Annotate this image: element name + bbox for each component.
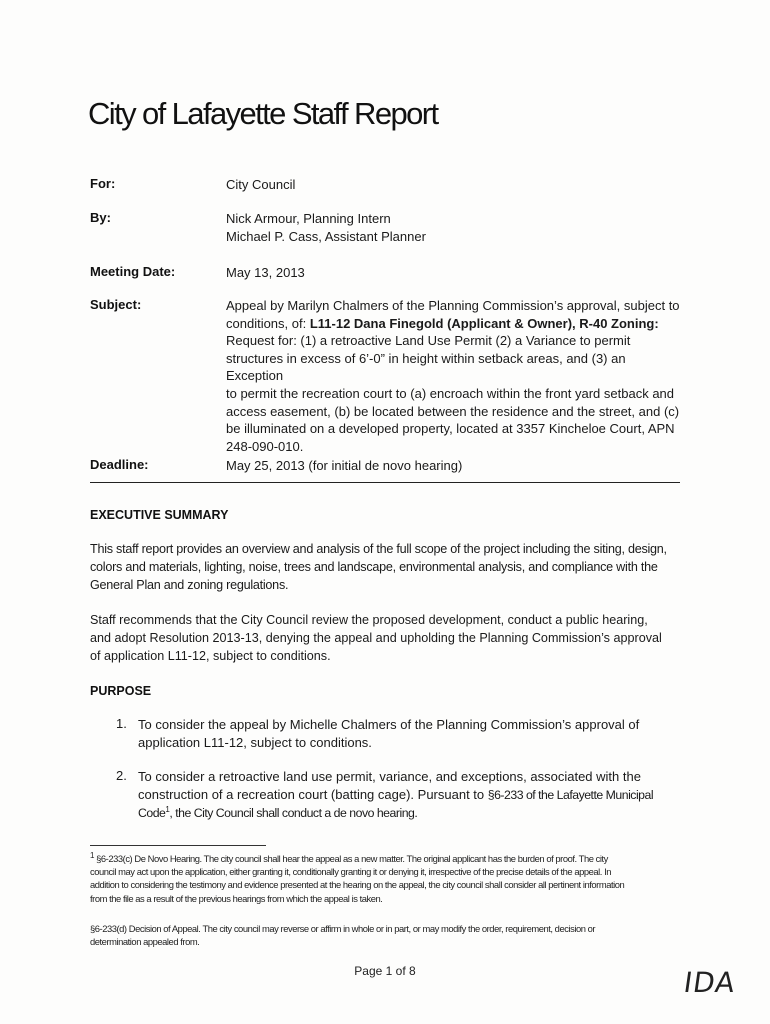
footnote-paragraph-1	[90, 852, 680, 905]
by-label: By:	[90, 210, 111, 225]
summary-p2-line-3: of application L11-12, subject to conditions.	[90, 649, 331, 663]
footnote-line-1-text: §6-233(c) De Novo Hearing. The city council shall hear the appeal as a new matter. The original applicant has the burden of proof. The city	[94, 853, 608, 864]
meeting-date-value: May 13, 2013	[226, 265, 305, 280]
deadline-label: Deadline:	[90, 457, 149, 472]
executive-summary-heading: EXECUTIVE SUMMARY	[90, 508, 229, 522]
for-value: City Council	[226, 177, 296, 192]
report-title: City of Lafayette Staff Report	[88, 96, 438, 131]
summary-p1-line-2: colors and materials, lighting, noise, trees and landscape, environmental analysis, and compliance with the	[90, 560, 658, 574]
subject-line-8: 248-090-010.	[226, 438, 304, 454]
footnote-line-4: from the file as a result of the previous hearings from which the appeal is taken.	[90, 892, 383, 904]
purpose-item-1-number: 1.	[116, 716, 127, 731]
subject-value	[226, 297, 682, 455]
subject-line-5: to permit the recreation court to (a) encroach within the front yard setback and	[226, 385, 675, 401]
footnote-line-1	[90, 852, 680, 865]
footnote-paragraph-2	[90, 922, 680, 948]
purpose-item-1-line-1: To consider the appeal by Michelle Chalmers of the Planning Commission’s approval of	[138, 717, 640, 732]
for-label: For:	[90, 176, 116, 191]
summary-p1-line-3: General Plan and zoning regulations.	[90, 578, 289, 592]
subject-line-3: Request for: (1) a retroactive Land Use Permit (2) a Variance to permit	[226, 333, 631, 349]
page-number: Page 1 of 8	[354, 964, 416, 978]
subject-line-1: Appeal by Marilyn Chalmers of the Planning Commission’s approval, subject to	[226, 298, 680, 313]
summary-p2-line-1: Staff recommends that the City Council review the proposed development, conduct a public hearing,	[90, 613, 648, 627]
summary-p1-line-1: This staff report provides an overview and analysis of the full scope of the project including the siting, design,	[90, 542, 667, 556]
footnote-reference: 1	[165, 804, 170, 814]
purpose-item-2-line-3b: , the City Council shall conduct a de novo hearing.	[169, 806, 418, 820]
footnote-mark: 1	[90, 850, 94, 860]
purpose-heading: PURPOSE	[90, 684, 152, 698]
purpose-item-1	[138, 716, 678, 752]
by-value	[226, 210, 682, 245]
subject-line-2-text: conditions, of:	[226, 315, 310, 331]
subject-line-7: be illuminated on a developed property, located at 3357 Kincheloe Court, APN	[226, 421, 675, 437]
purpose-item-2-code-word: Code	[138, 806, 166, 820]
footnote-line-3: addition to considering the testimony and evidence presented at the hearing on the appeal, the city council shall consider all pertinent information	[90, 879, 625, 891]
executive-summary-paragraph-2	[90, 611, 690, 665]
by-line-2: Michael P. Cass, Assistant Planner	[226, 228, 426, 244]
footnote-divider	[90, 845, 266, 846]
executive-summary-paragraph-1	[90, 540, 690, 594]
purpose-item-2-line-2	[138, 786, 678, 804]
subject-line-6: access easement, (b) be located between the residence and the street, and (c)	[226, 403, 680, 419]
subject-line-4: structures in excess of 6’-0” in height within setback areas, and (3) an Exception	[226, 350, 626, 384]
purpose-item-1-line-2: application L11-12, subject to conditions.	[138, 735, 372, 750]
by-line-1: Nick Armour, Planning Intern	[226, 211, 391, 226]
purpose-item-2-line-2a: construction of a recreation court (batting cage). Pursuant to	[138, 787, 488, 802]
purpose-item-2-line-2b: §6-233 of the Lafayette Municipal	[487, 788, 654, 802]
handwritten-agenda-mark: IDA	[681, 966, 738, 999]
footnote-line-2: council may act upon the application, either granting it, conditionally granting it or denying it, irrespective of the precise details of the appeal. In	[90, 866, 612, 878]
header-divider	[90, 482, 680, 483]
footnote-line-5: §6-233(d) Decision of Appeal. The city council may reverse or affirm in whole or in part, or may modify the order, requirement, decision or	[90, 923, 596, 934]
deadline-value: May 25, 2013 (for initial de novo hearing)	[226, 458, 463, 473]
subject-application-title: L11-12 Dana Finegold (Applicant & Owner), R-40 Zoning:	[309, 315, 659, 331]
purpose-item-2	[138, 768, 678, 822]
footnote-line-6: determination appealed from.	[90, 936, 200, 948]
meeting-date-label: Meeting Date:	[90, 264, 176, 279]
subject-line-2	[226, 315, 682, 333]
subject-label: Subject:	[90, 297, 142, 312]
purpose-item-2-number: 2.	[116, 768, 127, 783]
purpose-item-2-line-1: To consider a retroactive land use permit, variance, and exceptions, associated with the	[138, 769, 641, 784]
summary-p2-line-2: and adopt Resolution 2013-13, denying the appeal and upholding the Planning Commission’s approval	[90, 631, 662, 645]
purpose-item-2-line-3	[138, 804, 678, 822]
